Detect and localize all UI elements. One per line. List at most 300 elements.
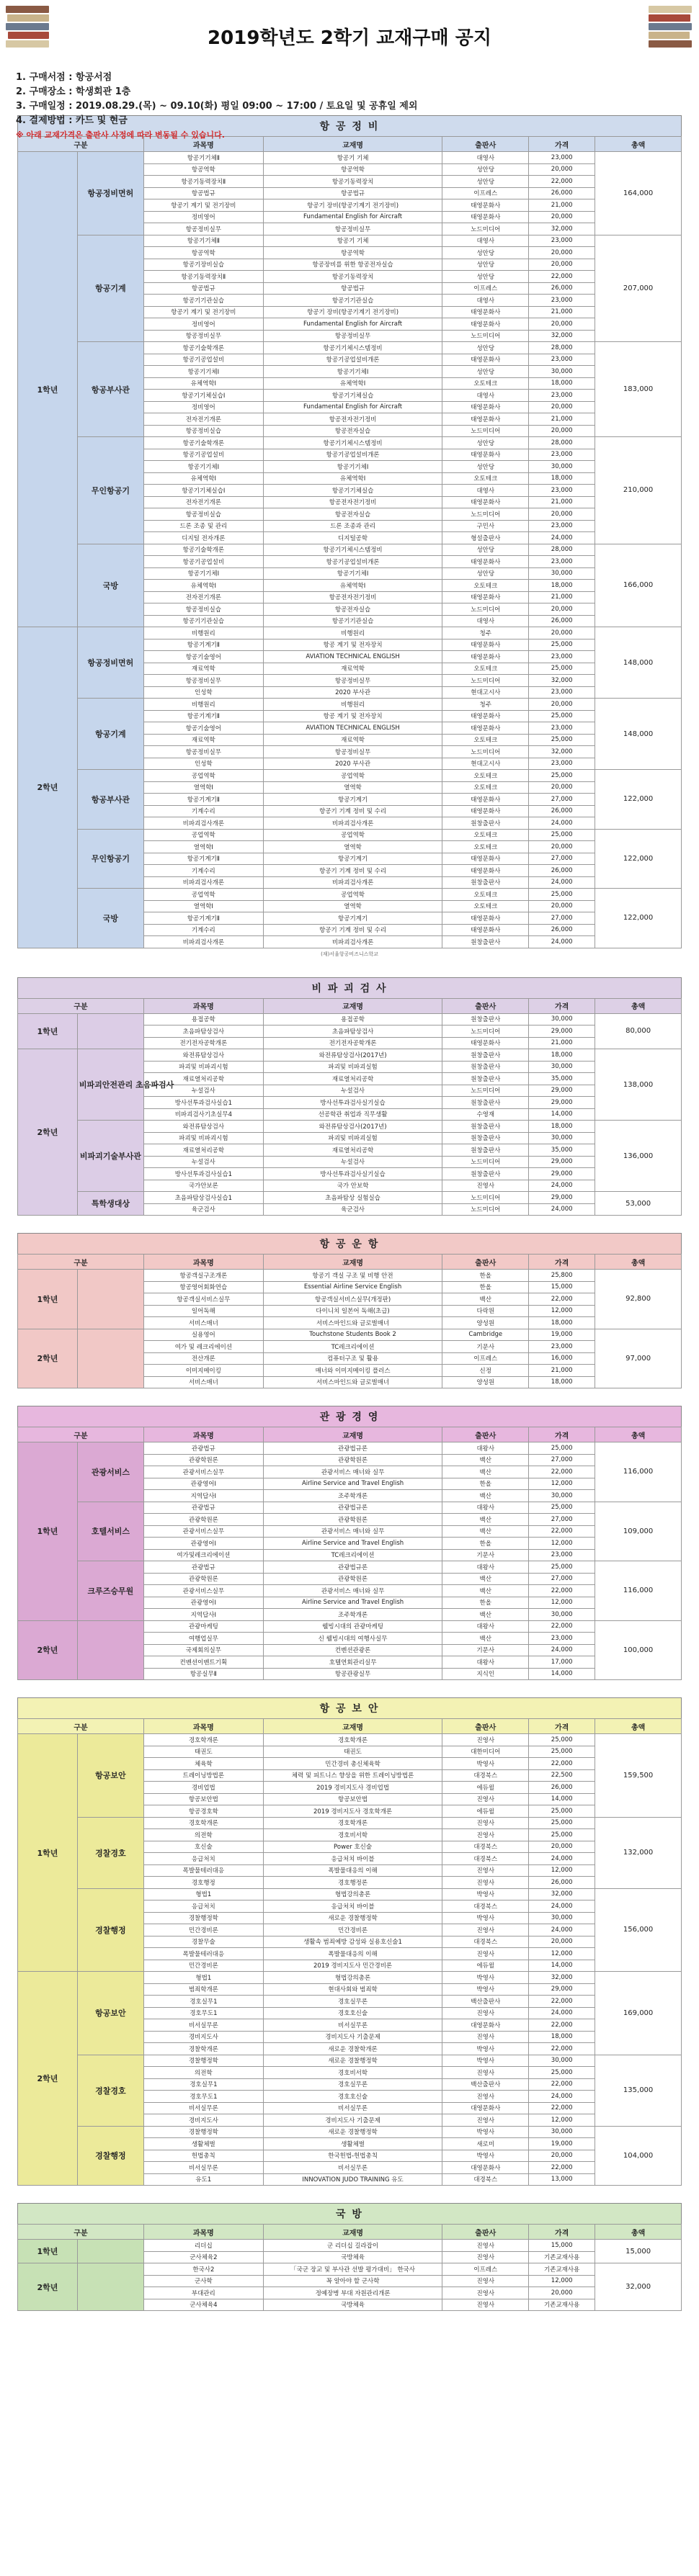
section <box>17 115 682 960</box>
header-cell: 구분 <box>18 2225 144 2240</box>
price-cell: 23,000 <box>529 1549 595 1561</box>
track-cell: 비파괴안전관리 초음파검사 <box>77 1049 143 1121</box>
subject-cell: 의전학 <box>143 1829 263 1841</box>
publisher-cell: 백산 <box>442 1633 529 1645</box>
price-cell: 30,000 <box>529 1912 595 1924</box>
book-cell: 체력 및 피트니스 향상을 위한 트레이닝방법론 <box>263 1769 442 1782</box>
price-cell: 26,000 <box>529 924 595 936</box>
price-cell: 25,000 <box>529 1746 595 1758</box>
book-cell: 비행원리 <box>263 627 442 639</box>
track-cell: 특학생대상 <box>77 1192 143 1216</box>
book-cell: 비파괴검사개론 <box>263 876 442 889</box>
header-cell: 총액 <box>595 137 682 152</box>
subject-cell: 항공기 계기 및 전기장비 <box>143 199 263 212</box>
price-cell: 32,000 <box>529 1972 595 1984</box>
table-row <box>18 1734 682 1746</box>
total-cell: 53,000 <box>595 1192 682 1216</box>
book-cell: 항공전자실습 <box>263 603 442 616</box>
publisher-cell: 노드미디어 <box>442 223 529 235</box>
subject-cell: 드론 조종 및 관리 <box>143 520 263 532</box>
price-cell: 25,000 <box>529 829 595 841</box>
price-cell: 26,000 <box>529 805 595 817</box>
price-cell: 24,000 <box>529 1180 595 1192</box>
book-cell: 누설검사 <box>263 1085 442 1097</box>
grade-cell: 1학년 <box>18 2240 78 2263</box>
price-cell: 24,000 <box>529 532 595 544</box>
subject-cell: 경찰학개론 <box>143 2043 263 2055</box>
price-cell: 30,000 <box>529 1609 595 1621</box>
publisher-cell: Cambridge <box>442 1329 529 1341</box>
book-cell: 새로운 경찰학개론 <box>263 2043 442 2055</box>
subject-cell: 비파괴검사기초실무4 <box>143 1108 263 1121</box>
book-cell: 2019 경비지도사 경호학개론 <box>263 1805 442 1818</box>
total-cell: 138,000 <box>595 1049 682 1121</box>
publisher-cell: 대왕사 <box>442 1502 529 1514</box>
subject-cell: 관광법규 <box>143 1561 263 1574</box>
publisher-cell: 진영사 <box>442 2287 529 2299</box>
publisher-cell: 한올 <box>442 1478 529 1490</box>
table-row <box>18 1121 682 1133</box>
subject-cell: 태권도 <box>143 1746 263 1758</box>
total-cell: 136,000 <box>595 1121 682 1192</box>
publisher-cell: 대경북스 <box>442 1853 529 1865</box>
price-cell: 21,000 <box>529 1037 595 1049</box>
publisher-cell: 태영문화사 <box>442 413 529 426</box>
book-cell: 새로운 경찰행정학 <box>263 1912 442 1924</box>
subject-cell: 체육학 <box>143 1758 263 1770</box>
book-table <box>17 136 682 948</box>
price-cell: 26,000 <box>529 865 595 877</box>
book-cell: 꼭 알아야 할 군사학 <box>263 2275 442 2287</box>
book-cell: 웰빙시대의 관광마케팅 <box>263 1620 442 1633</box>
book-cell: 항공기기관실습 <box>263 615 442 627</box>
price-cell: 22,000 <box>529 2078 595 2091</box>
subject-cell: 열역학Ⅰ <box>143 841 263 853</box>
publisher-cell: 오토테크 <box>442 663 529 675</box>
publisher-cell: 노드미디어 <box>442 330 529 342</box>
publisher-cell: 태영문화사 <box>442 912 529 925</box>
subject-cell: 와전류탐상검사 <box>143 1049 263 1062</box>
header-row <box>18 2225 682 2240</box>
book-cell: 형법강의총론 <box>263 1972 442 1984</box>
publisher-cell: 백산 <box>442 1466 529 1478</box>
subject-cell: 재료역학 <box>143 734 263 746</box>
subject-cell: 서비스매너 <box>143 1317 263 1329</box>
header-row <box>18 1719 682 1734</box>
table-row <box>18 2126 682 2138</box>
publisher-cell: 태영문화사 <box>442 199 529 212</box>
book-cell: 열역학 <box>263 781 442 794</box>
total-cell: 122,000 <box>595 770 682 830</box>
subject-cell: 항공기술학개론 <box>143 342 263 354</box>
subject-cell: 국가안보론 <box>143 1180 263 1192</box>
publisher-cell: 대영문화사 <box>442 2162 529 2174</box>
price-cell: 23,000 <box>529 1341 595 1353</box>
total-cell: 15,000 <box>595 2240 682 2263</box>
subject-cell: 항공법규 <box>143 282 263 295</box>
book-cell: 경호호신술 <box>263 2007 442 2019</box>
publisher-cell: 대영사 <box>442 615 529 627</box>
subject-cell: 항공기술학개론 <box>143 544 263 556</box>
price-cell: 29,000 <box>529 1168 595 1180</box>
subject-cell: 경호실무1 <box>143 1996 263 2008</box>
price-cell: 15,000 <box>529 1281 595 1293</box>
publisher-cell: 진영사 <box>442 1829 529 1841</box>
publisher-cell: 태영문화사 <box>442 865 529 877</box>
subject-cell: 관광법규 <box>143 1442 263 1455</box>
grade-cell: 2학년 <box>18 627 78 948</box>
publisher-cell: 원창출판사 <box>442 1073 529 1085</box>
subject-cell: 항공기기체Ⅰ <box>143 567 263 580</box>
total-cell: 116,000 <box>595 1442 682 1502</box>
publisher-cell: 오토테크 <box>442 770 529 782</box>
subject-cell: 와전류탐상검사 <box>143 1121 263 1133</box>
track-cell <box>77 1013 143 1049</box>
subject-cell: 관광학원론 <box>143 1514 263 1526</box>
track-cell <box>77 2240 143 2263</box>
subject-cell: 군사학 <box>143 2275 263 2287</box>
total-cell: 148,000 <box>595 699 682 770</box>
book-cell: 항공기 기계 정비 및 수리 <box>263 924 442 936</box>
book-cell: 조주학개론 <box>263 1609 442 1621</box>
track-cell: 항공보안 <box>77 1972 143 2055</box>
price-cell: 27,000 <box>529 1454 595 1466</box>
book-cell: 경호학개론 <box>263 1817 442 1829</box>
publisher-cell: 태영문화사 <box>442 449 529 461</box>
price-cell: 15,000 <box>529 2240 595 2252</box>
info-payment: 4. 결제방법 : 카드 및 현금 <box>16 115 128 126</box>
subject-cell: 경찰무술 <box>143 1936 263 1948</box>
sections-container <box>0 115 699 2311</box>
publisher-cell: 이프레스 <box>442 282 529 295</box>
header-cell: 과목명 <box>143 1719 263 1734</box>
publisher-cell: 형설출판사 <box>442 532 529 544</box>
book-cell: 방사선투과검사실기실습 <box>263 1097 442 1109</box>
publisher-cell: 박영사 <box>442 1983 529 1996</box>
book-cell: 경호비서학 <box>263 1829 442 1841</box>
price-cell: 12,000 <box>529 2114 595 2127</box>
book-cell: 파괴및 비파괴실험 <box>263 1061 442 1073</box>
header-cell: 총액 <box>595 1255 682 1270</box>
subject-cell: 항공경호학 <box>143 1805 263 1818</box>
publisher-cell: 진영사 <box>442 2251 529 2263</box>
price-cell: 12,000 <box>529 2275 595 2287</box>
price-warning: ※ 아래 교재가격은 출판사 사정에 따라 변동될 수 있습니다. <box>16 130 225 140</box>
price-cell: 30,000 <box>529 1013 595 1026</box>
header-cell: 과목명 <box>143 137 263 152</box>
subject-cell: 항공영어회화연습 <box>143 1281 263 1293</box>
book-cell: 파괴및 비파괴실험 <box>263 1132 442 1144</box>
book-cell: 육군검사 <box>263 1203 442 1216</box>
book-cell: 항공기공업설비개론 <box>263 556 442 568</box>
track-cell: 항공기계 <box>77 235 143 342</box>
book-cell: 항공기공업설비개론 <box>263 449 442 461</box>
publisher-cell: 성안당 <box>442 342 529 354</box>
book-cell: 2020 부사관 <box>263 758 442 770</box>
subject-cell: 민간경비론 <box>143 1960 263 1972</box>
publisher-cell: 대영사 <box>442 390 529 402</box>
total-cell: 156,000 <box>595 1888 682 1972</box>
subject-cell: 경호실무1 <box>143 2078 263 2091</box>
publisher-cell: 태영문화사 <box>442 354 529 366</box>
subject-cell: 비파괴검사개론 <box>143 817 263 830</box>
book-cell: 항공기 객실 구조 및 비행 안전 <box>263 1270 442 1282</box>
publisher-cell: 기문사 <box>442 1341 529 1353</box>
price-cell: 12,000 <box>529 1864 595 1877</box>
price-cell: 35,000 <box>529 1073 595 1085</box>
price-cell: 24,000 <box>529 876 595 889</box>
publisher-cell: 노드미디어 <box>442 1156 529 1168</box>
book-cell: 관광학원론 <box>263 1514 442 1526</box>
price-cell: 16,000 <box>529 1352 595 1365</box>
subject-cell: 공업역학 <box>143 829 263 841</box>
publisher-cell: 박영사 <box>442 1758 529 1770</box>
publisher-cell: 대왕사 <box>442 1442 529 1455</box>
track-cell <box>77 2263 143 2311</box>
publisher-cell: 백산 <box>442 1490 529 1502</box>
publisher-cell: 수영재 <box>442 1108 529 1121</box>
subject-cell: 군사체육2 <box>143 2251 263 2263</box>
subject-cell: 전산개론 <box>143 1352 263 1365</box>
subject-cell: 항공기기체Ⅰ <box>143 366 263 378</box>
publisher-cell: 노드미디어 <box>442 508 529 521</box>
section-title: 비 파 괴 검 사 <box>17 977 682 998</box>
track-cell: 경찰경호 <box>77 1817 143 1888</box>
book-cell: 생활속 범죄예방 감성와 실용호신술1 <box>263 1936 442 1948</box>
table-row <box>18 1620 682 1633</box>
book-cell: 용접공학 <box>263 1013 442 1026</box>
book-cell: 관광서비스 매너와 실무 <box>263 1466 442 1478</box>
book-cell: 관광학원론 <box>263 1573 442 1585</box>
book-cell: 항공기기체Ⅰ <box>263 567 442 580</box>
header-row <box>18 1427 682 1442</box>
subject-cell: 민간경비론 <box>143 1924 263 1937</box>
price-cell: 20,000 <box>529 627 595 639</box>
publisher-cell: 박영사 <box>442 1888 529 1900</box>
book-cell: 항공기 기체 <box>263 152 442 164</box>
publisher-cell: 태영문화사 <box>442 805 529 817</box>
book-table <box>17 1254 682 1388</box>
publisher-cell: 태영문화사 <box>442 211 529 223</box>
book-cell: 경비지도사 기출문제 <box>263 2114 442 2127</box>
book-cell: 유체역학Ⅰ <box>263 580 442 592</box>
publisher-cell: 백산출판사 <box>442 1996 529 2008</box>
price-cell: 24,000 <box>529 1853 595 1865</box>
total-cell: 32,000 <box>595 2263 682 2311</box>
publisher-cell: 태영문화사 <box>442 1037 529 1049</box>
price-cell: 20,000 <box>529 781 595 794</box>
price-cell: 27,000 <box>529 853 595 865</box>
publisher-cell: 태영문화사 <box>442 710 529 722</box>
publisher-cell: 노드미디어 <box>442 603 529 616</box>
subject-cell: 항공기술영어 <box>143 722 263 735</box>
publisher-cell: 오토테크 <box>442 781 529 794</box>
price-cell: 23,000 <box>529 295 595 307</box>
subject-cell: 부대관리 <box>143 2287 263 2299</box>
book-cell: Airline Service and Travel English <box>263 1538 442 1550</box>
price-cell: 23,000 <box>529 449 595 461</box>
book-cell: Essential Airline Service English <box>263 1281 442 1293</box>
publisher-cell: 대왕사 <box>442 1656 529 1669</box>
header-cell: 가격 <box>529 998 595 1013</box>
publisher-cell: 다락원 <box>442 1305 529 1317</box>
subject-cell: 파괴및 비파괴시험 <box>143 1061 263 1073</box>
subject-cell: 항공기동력장치Ⅱ <box>143 271 263 283</box>
subject-cell: 여행업실무 <box>143 1633 263 1645</box>
header-cell: 가격 <box>529 1255 595 1270</box>
subject-cell: 경호학개론 <box>143 1817 263 1829</box>
subject-cell: 공업역학 <box>143 770 263 782</box>
book-cell: 항공전자전기정비 <box>263 413 442 426</box>
publisher-cell: 이프레스 <box>442 1352 529 1365</box>
book-cell: 항공기동력장치 <box>263 271 442 283</box>
subject-cell: 항공기공업설비 <box>143 556 263 568</box>
subject-cell: 열역학Ⅰ <box>143 781 263 794</box>
price-cell: 20,000 <box>529 163 595 176</box>
price-cell: 20,000 <box>529 699 595 711</box>
publisher-cell: 원창출판사 <box>442 1144 529 1157</box>
price-cell: 23,000 <box>529 556 595 568</box>
price-cell: 25,000 <box>529 889 595 901</box>
price-cell: 27,000 <box>529 912 595 925</box>
publisher-cell: 성안당 <box>442 437 529 449</box>
table-row <box>18 1561 682 1574</box>
track-cell: 호텔서비스 <box>77 1502 143 1561</box>
track-cell: 국방 <box>77 544 143 627</box>
subject-cell: 경호학개론 <box>143 1734 263 1746</box>
book-cell: 초음파탐상검사 <box>263 1026 442 1038</box>
subject-cell: 방사선투과검사실습1 <box>143 1097 263 1109</box>
price-cell: 30,000 <box>529 366 595 378</box>
book-cell: 조주학개론 <box>263 1490 442 1502</box>
subject-cell: 재료역학 <box>143 663 263 675</box>
header-cell: 총액 <box>595 1427 682 1442</box>
section-title: 국 방 <box>17 2203 682 2224</box>
total-cell: 104,000 <box>595 2126 682 2186</box>
publisher-cell: 오토테크 <box>442 829 529 841</box>
book-cell: 신 웰빙시대의 여행사실무 <box>263 1633 442 1645</box>
total-cell: 210,000 <box>595 437 682 544</box>
book-cell: 생활체벌 <box>263 2138 442 2150</box>
book-cell: 서비스마인드와 글로벌매너 <box>263 1376 442 1388</box>
subject-cell: 관광영어Ⅰ <box>143 1597 263 1609</box>
header-cell: 교재명 <box>263 1427 442 1442</box>
table-row <box>18 770 682 782</box>
publisher-cell: 백산 <box>442 1585 529 1597</box>
book-cell: Fundamental English for Aircraft <box>263 318 442 331</box>
subject-cell: 디지털 전자개론 <box>143 532 263 544</box>
publisher-cell: 백산 <box>442 1573 529 1585</box>
publisher-cell: 진영사 <box>442 2067 529 2079</box>
price-cell: 23,000 <box>529 354 595 366</box>
subject-cell: 인성학 <box>143 758 263 770</box>
book-cell: 경호행정론 <box>263 1877 442 1889</box>
price-cell: 20,000 <box>529 841 595 853</box>
subject-cell: 관광서비스실무 <box>143 1466 263 1478</box>
publisher-cell: 진영사 <box>442 2240 529 2252</box>
book-cell: 와전류탐상검사(2017년) <box>263 1121 442 1133</box>
publisher-cell: 현대고시사 <box>442 686 529 699</box>
subject-cell: 리더십 <box>143 2240 263 2252</box>
grade-cell: 1학년 <box>18 1734 78 1972</box>
book-cell: 국가 안보학 <box>263 1180 442 1192</box>
price-cell: 32,000 <box>529 223 595 235</box>
total-cell: 207,000 <box>595 235 682 342</box>
header-cell: 출판사 <box>442 998 529 1013</box>
subject-cell: 항공기기관실습 <box>143 295 263 307</box>
book-table <box>17 2224 682 2311</box>
book-table <box>17 1718 682 2186</box>
publisher-cell: 이프레스 <box>442 187 529 199</box>
publisher-cell: 원창출판사 <box>442 1049 529 1062</box>
publisher-cell: 백산출판사 <box>442 2078 529 2091</box>
table-row <box>18 699 682 711</box>
subject-cell: 비서실무론 <box>143 2019 263 2032</box>
book-cell: 새로운 경찰행정학 <box>263 2055 442 2067</box>
book-cell: 민간경비론 <box>263 1924 442 1937</box>
header-cell: 구분 <box>18 998 144 1013</box>
book-cell: 2019 경비지도사 민간경비론 <box>263 1960 442 1972</box>
publisher-cell: 현대고시사 <box>442 758 529 770</box>
price-cell: 19,000 <box>529 1329 595 1341</box>
book-cell: 국방체육 <box>263 2251 442 2263</box>
subject-cell: 국제회의실무 <box>143 1644 263 1656</box>
book-cell: 항공기계기 <box>263 912 442 925</box>
price-cell: 23,000 <box>529 485 595 497</box>
price-cell: 28,000 <box>529 437 595 449</box>
track-cell: 크루즈승무원 <box>77 1561 143 1621</box>
book-cell: 비서실무론 <box>263 2102 442 2114</box>
section-title: 항 공 운 항 <box>17 1233 682 1254</box>
publisher-cell: 한올 <box>442 1281 529 1293</box>
total-cell: 148,000 <box>595 627 682 699</box>
book-cell: 관광서비스 매너와 실무 <box>263 1525 442 1538</box>
publisher-cell: 성안당 <box>442 461 529 473</box>
section <box>17 1406 682 1680</box>
publisher-cell: 백산 <box>442 1514 529 1526</box>
book-cell: INNOVATION JUDO TRAINING 유도 <box>263 2173 442 2186</box>
book-cell: 「국군 장교 및 부사관 선발 평가대비」 한국사 <box>263 2263 442 2276</box>
header-cell: 구분 <box>18 1719 144 1734</box>
track-cell: 비파괴기술부사관 <box>77 1121 143 1192</box>
book-cell: 전기전자공학개론 <box>263 1037 442 1049</box>
book-cell: 비파괴검사개론 <box>263 817 442 830</box>
publisher-cell: 대경북스 <box>442 2173 529 2186</box>
price-cell: 20,000 <box>529 1841 595 1853</box>
subject-cell: 열역학Ⅰ <box>143 900 263 912</box>
total-cell: 135,000 <box>595 2055 682 2126</box>
book-cell: 재료열처리공학 <box>263 1073 442 1085</box>
price-cell: 23,000 <box>529 651 595 663</box>
price-cell: 13,000 <box>529 2173 595 2186</box>
price-cell: 14,000 <box>529 1793 595 1805</box>
subject-cell: 항공실무Ⅱ <box>143 1668 263 1680</box>
subject-cell: 항공정비실무 <box>143 746 263 758</box>
price-cell: 29,000 <box>529 1192 595 1204</box>
publisher-cell: 성안당 <box>442 176 529 188</box>
book-cell: 항공법규 <box>263 187 442 199</box>
price-cell: 22,000 <box>529 176 595 188</box>
book-cell: 유체역학Ⅰ <box>263 377 442 390</box>
book-cell: 항공기기체시스템정비 <box>263 544 442 556</box>
price-cell: 23,000 <box>529 722 595 735</box>
subject-cell: 경비지도사 <box>143 2031 263 2043</box>
track-cell: 무인항공기 <box>77 437 143 544</box>
price-cell: 25,000 <box>529 639 595 651</box>
subject-cell: 비행원리 <box>143 699 263 711</box>
price-cell: 25,000 <box>529 734 595 746</box>
price-cell: 28,000 <box>529 544 595 556</box>
